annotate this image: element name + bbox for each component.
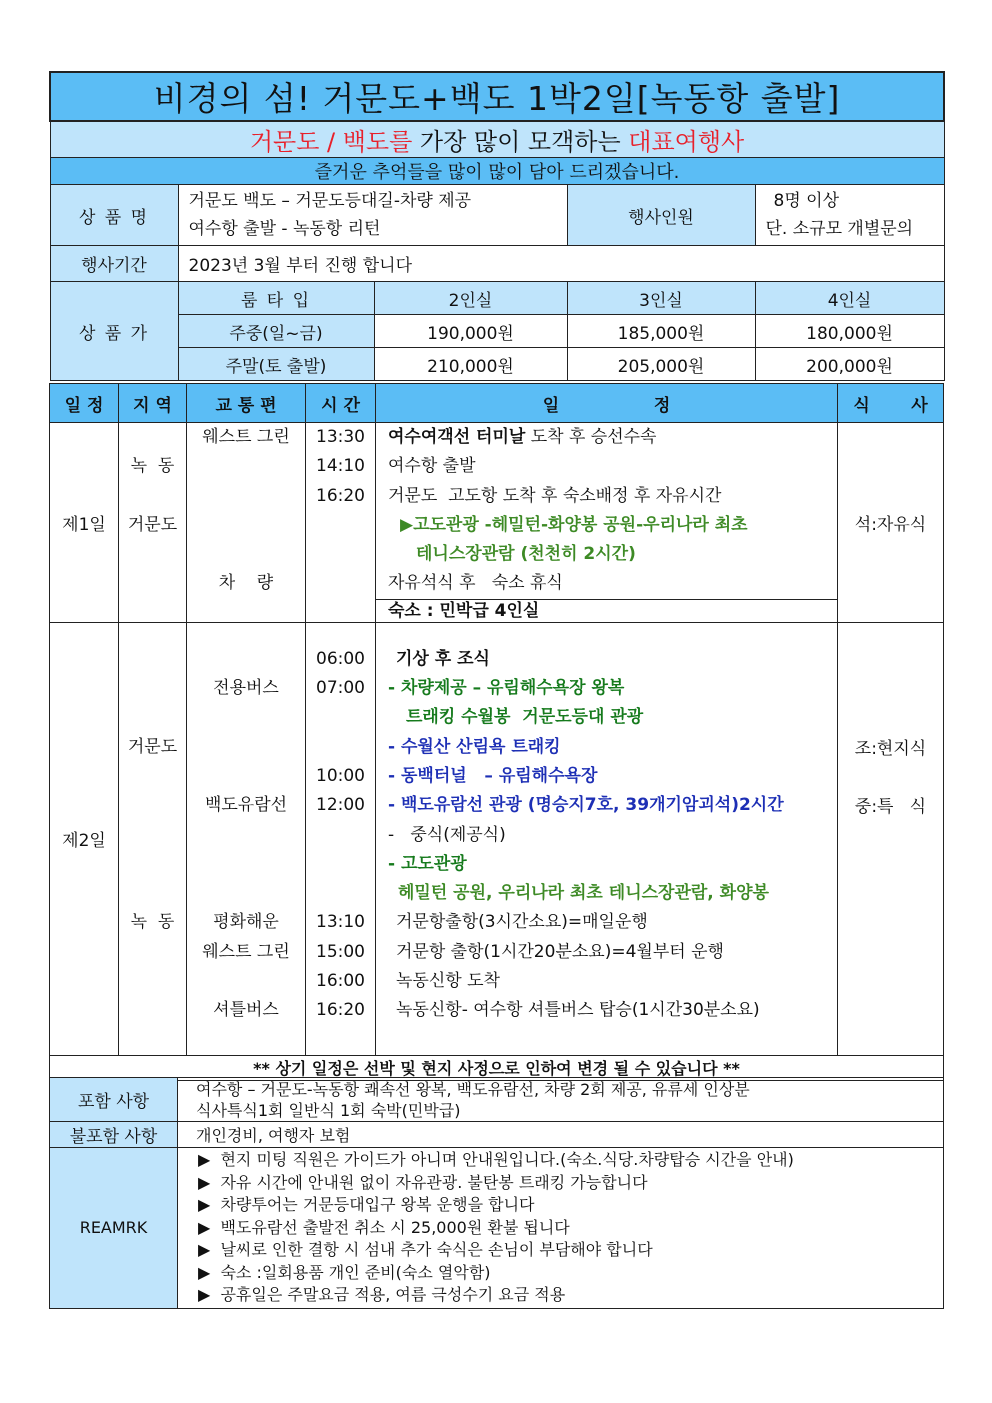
day2-region (119, 622, 187, 1055)
motto: 즐거운 추억들을 많이 많이 담아 드리겠습니다. (50, 158, 944, 185)
day2-transport-2: 백도유람선 (204, 795, 288, 816)
product-info-table (49, 71, 945, 381)
day1-line: 도착 후 승선수속 (525, 427, 657, 447)
day2-line: 녹동신항- 여수항 셔틀버스 탑승(1시간30분소요) (396, 1000, 760, 1021)
time: 14:10 (316, 456, 365, 477)
day1-line: 여수여객선 터미날 (388, 427, 526, 447)
product-name-value (178, 185, 567, 246)
people-value (755, 185, 944, 246)
day2-line: - 백도유람선 관광 (명승지7호, 39개기암괴석)2시간 (388, 795, 784, 816)
price-col-3: 3인실 (567, 282, 755, 315)
day1-transport-2: 차 량 (218, 573, 274, 594)
day2-line: - 수월산 산림욕 트래킹 (388, 736, 561, 757)
day1-line: 테니스장관람 (천천히 2시간) (416, 544, 636, 565)
day1-line: 여수항 출발 (388, 456, 476, 477)
price-cell: 185,000원 (567, 315, 755, 348)
price-col-4: 4인실 (755, 282, 944, 315)
people-label: 행사인원 (567, 185, 755, 246)
day1-region-2: 거문도 (127, 514, 178, 535)
time: 13:30 (316, 427, 365, 447)
day1-transport (187, 423, 306, 623)
time: 16:00 (316, 971, 365, 992)
day2-line: 녹동신항 도착 (396, 971, 500, 992)
remark-item: ▶ 자유 시간에 안내원 없이 자유관광. 불탄봉 트래킹 가능합니다 (198, 1172, 648, 1192)
header-region: 지 역 (119, 384, 187, 423)
price-cell: 210,000원 (374, 348, 567, 381)
includes-line-2: 식사특식1회 일반식 1회 숙박(민박급) (196, 1100, 461, 1120)
day2-line: 거문항출항(3시간소요)=매일운행 (396, 912, 648, 933)
remark-item: ▶ 숙소 :일회용품 개인 준비(숙소 열악함) (198, 1262, 491, 1282)
price-row-weekend: 주말(토 출발) (178, 348, 374, 381)
subtitle-mid: 가장 많이 모객하는 (412, 128, 629, 156)
terms-table (49, 1077, 944, 1309)
product-name-label: 상 품 명 (50, 185, 178, 246)
page-title: 비경의 섬! 거문도+백도 1박2일[녹동항 출발] (50, 72, 944, 121)
price-cell: 190,000원 (374, 315, 567, 348)
price-col-2: 2인실 (374, 282, 567, 315)
time: 07:00 (316, 678, 365, 699)
remarks-list (178, 1148, 944, 1309)
subtitle-red-2: 대표여행사 (628, 128, 745, 156)
day1-region-1: 녹 동 (130, 456, 175, 477)
excludes-label: 불포함 사항 (50, 1122, 178, 1148)
period-label: 행사기간 (50, 246, 178, 282)
day2-transport (187, 622, 306, 1055)
time: 13:10 (316, 912, 365, 933)
day2-line: 헤밀턴 공원, 우리나라 최초 테니스장관람, 화양봉 (398, 883, 769, 904)
day2-itinerary (376, 622, 838, 1055)
time: 12:00 (316, 795, 365, 816)
includes-value (178, 1078, 944, 1122)
header-itinerary: 일 정 (376, 384, 838, 423)
price-row-weekday: 주중(일~금) (178, 315, 374, 348)
remark-item: ▶ 차량투어는 거문등대입구 왕복 운행을 합니다 (198, 1195, 535, 1214)
day1-region (119, 423, 187, 623)
day1-times (306, 423, 376, 623)
product-name-line-2: 여수항 출발 - 녹동항 리턴 (188, 219, 381, 239)
day2-line: - 동백터널 – 유림해수욕장 (388, 765, 598, 786)
day2-transport-1: 전용버스 (213, 678, 279, 699)
subtitle-red-1: 거문도 / 백도를 (249, 128, 413, 156)
room-type-label: 룸 타 입 (178, 282, 374, 315)
day1-meal: 석:자유식 (838, 423, 944, 623)
header-time: 시 간 (306, 384, 376, 423)
day1-transport-1: 웨스트 그린 (202, 427, 290, 447)
day2-line: - 중식(제공식) (388, 824, 506, 845)
price-cell: 200,000원 (755, 348, 944, 381)
day2-transport-3: 평화해운 (213, 912, 279, 933)
day2-transport-4: 웨스트 그린 (202, 941, 290, 962)
day2-line: - 차량제공 – 유림해수욕장 왕복 (388, 678, 625, 699)
day2-label: 제2일 (50, 622, 119, 1055)
includes-line-1: 여수항 – 거문도-녹동항 쾌속선 왕복, 백도유람선, 차량 2회 제공, 유류세 인상분 (196, 1079, 750, 1099)
day1-line: 자유석식 후 숙소 휴식 (388, 573, 563, 594)
people-line-2: 단. 소규모 개별문의 (765, 219, 914, 239)
includes-label: 포함 사항 (50, 1078, 178, 1122)
subtitle (50, 121, 944, 158)
day2-line: 기상 후 조식 (396, 648, 490, 669)
day2-line: 트래킹 수월봉 거문도등대 관광 (406, 707, 644, 728)
header-day: 일 정 (50, 384, 119, 423)
people-line-1: 8명 이상 (773, 191, 839, 211)
remark-item: ▶ 백도유람선 출발전 취소 시 25,000원 환불 됩니다 (198, 1217, 570, 1237)
remark-item: ▶ 날씨로 인한 결항 시 섬내 추가 숙식은 손님이 부담해야 합니다 (198, 1240, 653, 1259)
period-value: 2023년 3월 부터 진행 합니다 (178, 246, 944, 282)
time: 06:00 (316, 648, 365, 669)
schedule-table (49, 383, 944, 1081)
price-cell: 180,000원 (755, 315, 944, 348)
day2-region-1: 거문도 (127, 736, 178, 757)
day2-meal-1: 조:현지식 (854, 738, 927, 759)
day2-meals (838, 622, 944, 1055)
price-cell: 205,000원 (567, 348, 755, 381)
time: 16:20 (316, 485, 365, 506)
remark-item: ▶ 현지 미팅 직원은 가이드가 아니며 안내원입니다.(숙소.식당.차량탑승 시간을 안내) (198, 1150, 794, 1169)
day2-meal-2: 중:특 식 (854, 797, 927, 818)
day2-transport-5: 셔틀버스 (213, 1000, 279, 1021)
header-meal: 식 사 (838, 384, 944, 423)
day2-line: 거문항 출항(1시간20분소요)=4월부터 운행 (396, 941, 724, 962)
day1-label: 제1일 (50, 423, 119, 623)
day2-region-2: 녹 동 (130, 912, 175, 933)
day1-line: 거문도 고도항 도착 후 숙소배정 후 자유시간 (388, 485, 722, 506)
time: 15:00 (316, 941, 365, 962)
day2-line: - 고도관광 (388, 853, 467, 874)
day2-times (306, 622, 376, 1055)
remarks-label: REAMRK (50, 1148, 178, 1309)
day1-line: ▶고도관광 -헤밀턴-화양봉 공원-우리나라 최초 (400, 514, 748, 535)
time: 10:00 (316, 765, 365, 786)
time: 16:20 (316, 1000, 365, 1021)
remark-item: ▶ 공휴일은 주말요금 적용, 여름 극성수기 요금 적용 (198, 1285, 566, 1304)
schedule-notice: ** 상기 일정은 선박 및 현지 사정으로 인하여 변경 될 수 있습니다 ** (50, 1055, 944, 1080)
day1-itinerary (376, 423, 838, 623)
product-name-line-1: 거문도 백도 – 거문도등대길-차량 제공 (188, 191, 472, 211)
price-label: 상 품 가 (50, 282, 178, 381)
day1-lodging: 숙소 : 민박급 4인실 (376, 599, 837, 622)
header-transport: 교 통 편 (187, 384, 306, 423)
excludes-value: 개인경비, 여행자 보험 (178, 1122, 944, 1148)
